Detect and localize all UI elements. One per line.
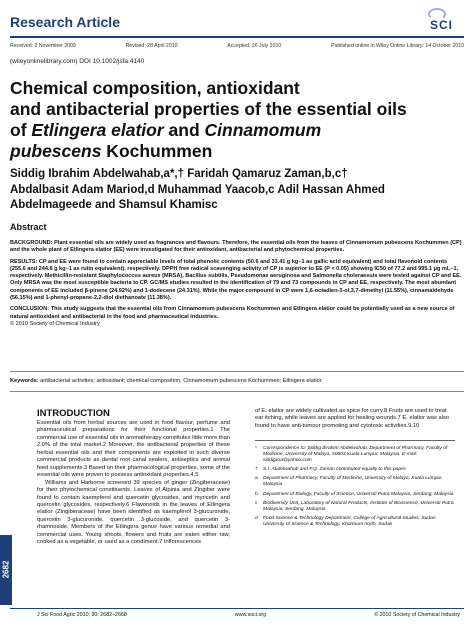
introduction-heading: INTRODUCTION <box>37 408 110 419</box>
authors-line-2: Abdalbasit Adam Mariod,d Muhammad Yaacob,c Adil Hassan Ahmed <box>10 183 385 196</box>
received-date: Received: 2 November 2009 <box>10 43 76 49</box>
title-line-3: of Etlingera elatior and Cinnamomum <box>10 120 322 140</box>
published-date: Published online in Wiley Online Library: 14 October 2010 <box>331 43 464 49</box>
introduction-right-column: of E. elatior are widely cultivated as spice for curry.8 Fruits are used to treat ear itching, while leaves are applied for healing wounds.7 E. elatior was also found to have anti-tumour promoting and cytotoxic activities.9,10 <box>255 408 450 429</box>
abstract-body <box>10 240 462 332</box>
abstract-heading: Abstract <box>10 222 47 232</box>
sci-logo <box>424 8 462 34</box>
doi-link[interactable]: (wileyonlinelibrary.com) DOI 10.1002/jsfa.4140 <box>10 58 145 65</box>
abstract-conclusion: CONCLUSION: This study suggests that the essential oils from Cinnamomum pubescens Kochummen and Etlingera elatior could be potentially used as a new source of natural antioxidant and antibacterial in the food and pharmaceutical industries. © 2010 Society of Chemical Industry <box>10 306 455 327</box>
keywords <box>10 378 462 384</box>
footer-citation: J Sci Food Agric 2010; 90: 2682–2668 <box>37 612 127 618</box>
authors-line-3: Abdelmageede and Shamsul Khamisc <box>10 199 218 211</box>
abstract-background: BACKGROUND: Plant essential oils are widely used as fragrances and flavours. Therefore, the essential oils from the leaves of Cinnamomum pubescens Kochummen (CP) and the whole plant of Etlingera elatior (EE) were investigated for their antioxidant, antibacterial and phytochemical properties. <box>10 240 462 254</box>
keywords-bottom-rule <box>10 391 464 392</box>
footer-copyright: © 2010 Society of Chemical Industry <box>374 612 460 618</box>
notes-rule <box>255 440 455 441</box>
abstract-results: RESULTS: CP and EE were found to contain appreciable levels of total phenolic contents (50.6 and 33.41 g kg−1 as gallic acid equivalent) and total flavonoid contents (255.6 and 244.8 g kg−1 as rutin equivalent), respectively. DPPH free radical scavenging activity of CP is superior to EE (P < 0.05) showing IC50 of 77.2 and 995.1 μg mL−1, respectively. Methicillin-resistant Staphylococcus aureus (MRSA), Bacillus subtilis, Pseudomonas aeruginosa and Salmonella choleraesuis were tested against CP and EE. Only MRSA was the most susceptible bacteria to CP. GC/MS studies resulted in the identification of 79 and 73 compounds in CP and EE, respectively. The most abundant components of EE included β-pinene (24.92%) and 1-dodecene (24.31%). While the major compound in CP were 1,6-octadien-3-ol,3,7-dimethyl (11.55%), cinnamaldehyde (56.15%) and 1-phenyl-propane-2,2-diol diethanoate (11.38%). <box>10 258 462 302</box>
page-header <box>0 0 474 44</box>
keywords-top-rule <box>10 371 464 372</box>
author-list <box>10 167 460 214</box>
section-title: Research Article <box>10 14 120 30</box>
intro-paragraph-1: Essential oils from herbal sources are used in food flavour, perfume and pharmaceutical preparations for their functional properties.1 The commercial use of essential oils in aromatherapy constitutes little more than 2.0% of the total market.2 Moreover, the antibacterial properties of these herbal essential oils and their components are exploited in such diverse commercial products as dental root canal sealers, antiseptics and animal feed supplements.3 Based on their pharmacological properties, some of the essential oils were proven to possess antioxidant properties.4,5 <box>37 420 230 479</box>
article-dates <box>10 43 464 49</box>
keywords-label: Keywords: <box>10 378 39 384</box>
accepted-date: Accepted: 26 July 2010 <box>227 43 282 49</box>
note-affiliation-b: b Department of Biology, Faculty of Science, Universiti Putra Malaysia, Serdang, Malaysia <box>255 491 454 497</box>
affiliation-notes <box>255 446 455 531</box>
logo-text: SCI <box>430 18 454 32</box>
side-page-number: 2682 <box>1 560 11 579</box>
keywords-text: antibacterial activities; antioxidant; chemical composition; Cinnamomum pubescens Kochummen; Etlingera elatior <box>40 378 322 384</box>
note-affiliation-a: a Department of Pharmacy, Faculty of Medicine, University of Malaya, Kuala Lumpur, Malaysia <box>255 476 443 488</box>
note-correspondence: * Correspondence to: Siddig Ibrahim Abdelwahab, Department of Pharmacy, Faculty of Medicine, University of Malaya, 50603 Kuala Lumpur, Malaysia. E-mail: siddigroa@yahoo.com <box>255 446 448 464</box>
title-line-2: and antibacterial properties of the essential oils <box>10 99 407 119</box>
authors-line-1: Siddig Ibrahim Abdelwahab,a*,† Faridah Qamaruz Zaman,b,c† <box>10 168 348 180</box>
note-equal-contribution: † S.I. Abdelwahab and F.Q. Zaman contributed equally to this paper. <box>255 467 407 473</box>
note-affiliation-d: d Food Science & Technology Department, College of Agricultural Studies, Sudan University of Science & Technology, Khartoum north, Sudan <box>255 515 436 527</box>
revised-date: Revised: 28 April 2010 <box>125 43 178 49</box>
footer-website[interactable]: www.soci.org <box>234 612 267 618</box>
introduction-left-column <box>37 420 230 547</box>
note-affiliation-c: c Biodiversity Unit, Laboratory of Natural Products, Institute of Bioscience, Universiti Putra Malaysia, Serdang, Malaysia <box>255 500 454 512</box>
header-rule <box>10 36 464 38</box>
title-line-1: Chemical composition, antioxidant <box>10 78 300 98</box>
article-title <box>10 78 450 162</box>
page-footer <box>37 612 460 618</box>
footer-rule <box>10 608 464 609</box>
title-line-4: pubescens Kochummen <box>10 141 213 161</box>
intro-paragraph-2: Williams and Harborne screened 39 species of ginger (Zingiberaceae) for their phytochemical constituents. Leaves of Alpinia and Zingiber were found to contain kaempferol and quercetin glycosides, and myricetin and quercetin glycosides, respectively.6 Flavonoids in the leaves of Etlingera elatior (Zingiberaceae) have been identified as kaempferol 3-glucuronide, quercetin 3-glucuronide, quercetin 3-glucoside, and quercetin 3-rhamnoside. Members of the Etlingera genus have various remedial and commercial uses. Young shoots, flowers and fruits are eaten either raw, cooked as a vegetable, or used as a condiment.7 Inflorescences <box>37 479 230 546</box>
